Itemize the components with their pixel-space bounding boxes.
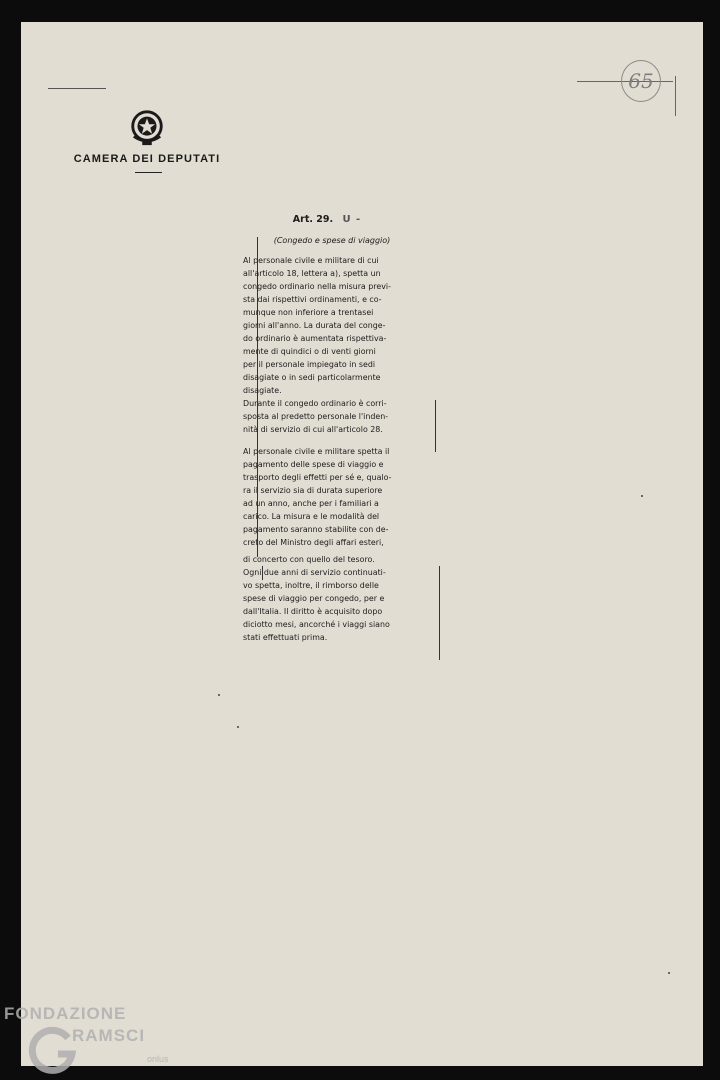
watermark-line2: RAMSCI	[72, 1026, 146, 1045]
article-paragraph: di concerto con quello del tesoro. Ogni due anni di servizio continuati- vo spetta, inoltre, il rimborso delle spese di viaggio per congedo, per e dall'Italia. Il diritto è acquisito dopo diciotto mesi, ancorché i viaggi siano stati effettuati prima.	[243, 555, 390, 642]
institution-underline	[135, 172, 162, 173]
corner-rule	[675, 76, 676, 116]
page-number: 65	[621, 60, 661, 102]
margin-line	[435, 400, 436, 452]
speck	[668, 972, 670, 974]
speck	[218, 694, 220, 696]
margin-line	[439, 566, 440, 660]
article-paragraph: Al personale civile e militare di cui all'articolo 18, lettera a), spetta un congedo ordinario nella misura previ- sta dai rispettivi ordinamenti, e co- munque non inferiore a trentasei giorni all'anno. La durata del conge- do ordinario è aumentata rispettiva- mente di quindici o di venti giorni per il personale impiegato in sedi disagiate o in sedi particolarmente disagiate.	[243, 256, 391, 395]
republic-emblem-icon	[128, 108, 166, 148]
archive-watermark	[4, 1004, 204, 1074]
article-paragraph: Al personale civile e militare spetta il pagamento delle spese di viaggio e trasporto degli effetti per sé e, qualo- ra il servizio sia di durata superiore ad un anno, anche per i familiari a carico. La misura e le modalità del pagamento saranno stabilite con de- creto del Ministro degli affari esteri,	[243, 447, 392, 547]
institution-name: CAMERA DEI DEPUTATI	[73, 153, 221, 165]
watermark-line1: FONDAZIONE	[4, 1004, 127, 1023]
article-number: Art. 29.	[292, 214, 334, 225]
handwritten-mark: U -	[342, 214, 362, 225]
article-paragraph: Durante il congedo ordinario è corri- sposta al predetto personale l'inden- nità di servizio di cui all'articolo 28.	[243, 399, 389, 434]
article-clipping	[243, 214, 421, 644]
article-subtitle: (Congedo e spese di viaggio)	[273, 236, 391, 245]
corner-rule	[48, 88, 106, 89]
watermark-suffix: onlus	[147, 1054, 169, 1064]
speck	[641, 495, 643, 497]
speck	[237, 726, 239, 728]
watermark-g-logo-icon	[28, 1024, 78, 1074]
article-title	[233, 214, 421, 225]
